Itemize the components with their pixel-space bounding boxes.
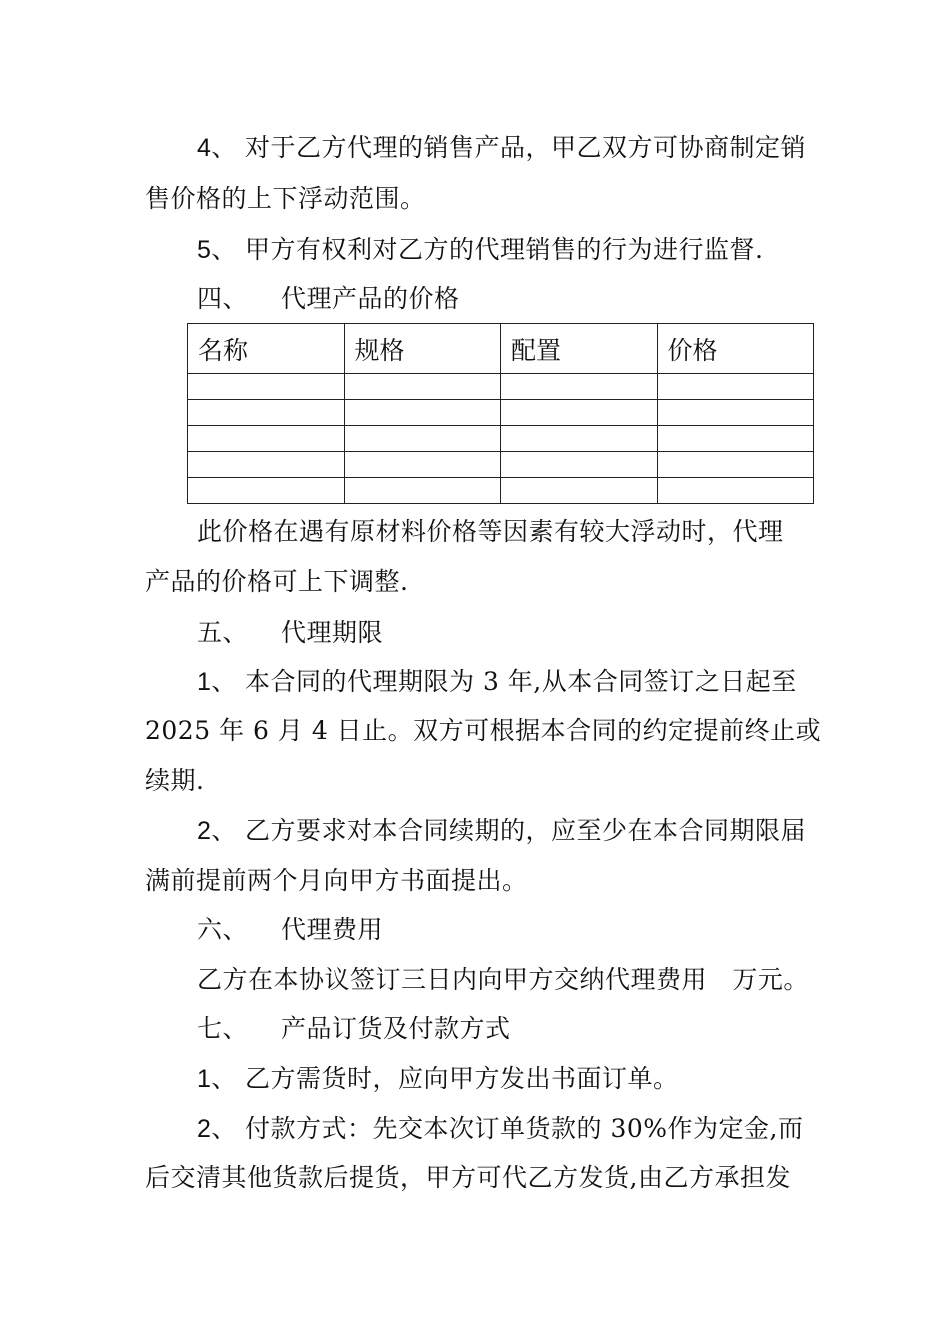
section-number: 五、 xyxy=(197,618,249,647)
paragraph-item-5 xyxy=(197,235,763,265)
table-header-row xyxy=(188,324,814,374)
item-text: 付款方式：先交本次订单货款的 30%作为定金,而 xyxy=(245,1114,804,1143)
section-title: 代理产品的价格 xyxy=(281,284,460,313)
table-cell xyxy=(657,426,814,452)
section-heading-6 xyxy=(197,915,383,945)
section5-item1-line1 xyxy=(197,667,797,697)
section-number: 六、 xyxy=(197,915,249,944)
table-cell xyxy=(188,452,345,478)
table-row xyxy=(188,400,814,426)
column-header-spec: 规格 xyxy=(344,324,501,374)
section7-item2-line1 xyxy=(197,1114,803,1144)
table-row xyxy=(188,452,814,478)
table-cell xyxy=(657,478,814,504)
section-number: 七、 xyxy=(197,1014,249,1043)
price-table xyxy=(187,323,814,504)
table-cell xyxy=(344,478,501,504)
section-title: 代理费用 xyxy=(281,915,384,944)
table-cell xyxy=(501,426,658,452)
table-cell xyxy=(501,374,658,400)
item-number: 5、 xyxy=(197,236,237,264)
column-header-config: 配置 xyxy=(501,324,658,374)
item-number: 2、 xyxy=(197,1115,237,1143)
item-number: 2、 xyxy=(197,817,237,845)
section5-item2-line1 xyxy=(197,816,806,846)
table-cell xyxy=(657,452,814,478)
table-row xyxy=(188,426,814,452)
item-text: 对于乙方代理的销售产品，甲乙双方可协商制定销 xyxy=(245,133,807,162)
column-header-name: 名称 xyxy=(188,324,345,374)
section-number: 四、 xyxy=(197,284,249,313)
table-cell xyxy=(501,400,658,426)
section-heading-4 xyxy=(197,284,460,314)
section-title: 产品订货及付款方式 xyxy=(281,1014,511,1043)
table-row xyxy=(188,478,814,504)
table-cell xyxy=(344,400,501,426)
section6-text: 乙方在本协议签订三日内向甲方交纳代理费用 万元。 xyxy=(197,965,809,994)
table-cell xyxy=(344,452,501,478)
section7-item1 xyxy=(197,1064,679,1094)
section5-item2-line2: 满前提前两个月向甲方书面提出。 xyxy=(145,866,528,895)
table-cell xyxy=(344,374,501,400)
table-cell xyxy=(501,478,658,504)
item-text: 甲方有权利对乙方的代理销售的行为进行监督. xyxy=(245,235,764,264)
section5-item1-line3: 续期. xyxy=(145,766,205,795)
column-header-price: 价格 xyxy=(657,324,814,374)
section7-item2-line2: 后交清其他货款后提货，甲方可代乙方发货,由乙方承担发 xyxy=(145,1163,791,1192)
table-cell xyxy=(657,374,814,400)
item-text: 乙方要求对本合同续期的，应至少在本合同期限届 xyxy=(245,816,807,845)
table-cell xyxy=(657,400,814,426)
price-note-line2: 产品的价格可上下调整. xyxy=(145,567,409,596)
table-cell xyxy=(188,478,345,504)
table-cell xyxy=(188,400,345,426)
paragraph-item-4-line1 xyxy=(197,133,806,163)
table-cell xyxy=(188,374,345,400)
table-cell xyxy=(344,426,501,452)
table-cell xyxy=(188,426,345,452)
item-number: 1、 xyxy=(197,1065,237,1093)
price-note-line1: 此价格在遇有原材料价格等因素有较大浮动时，代理 xyxy=(197,517,784,546)
section5-item1-line2: 2025 年 6 月 4 日止。双方可根据本合同的约定提前终止或 xyxy=(145,716,822,745)
table-cell xyxy=(501,452,658,478)
section-heading-7 xyxy=(197,1014,511,1044)
item-number: 4、 xyxy=(197,134,237,162)
table-row xyxy=(188,374,814,400)
section-title: 代理期限 xyxy=(281,618,384,647)
item-number: 1、 xyxy=(197,668,237,696)
item-text: 乙方需货时，应向甲方发出书面订单。 xyxy=(245,1064,679,1093)
paragraph-item-4-line2: 售价格的上下浮动范围。 xyxy=(145,184,426,213)
section-heading-5 xyxy=(197,618,383,648)
item-text: 本合同的代理期限为 3 年,从本合同签订之日起至 xyxy=(245,667,797,696)
